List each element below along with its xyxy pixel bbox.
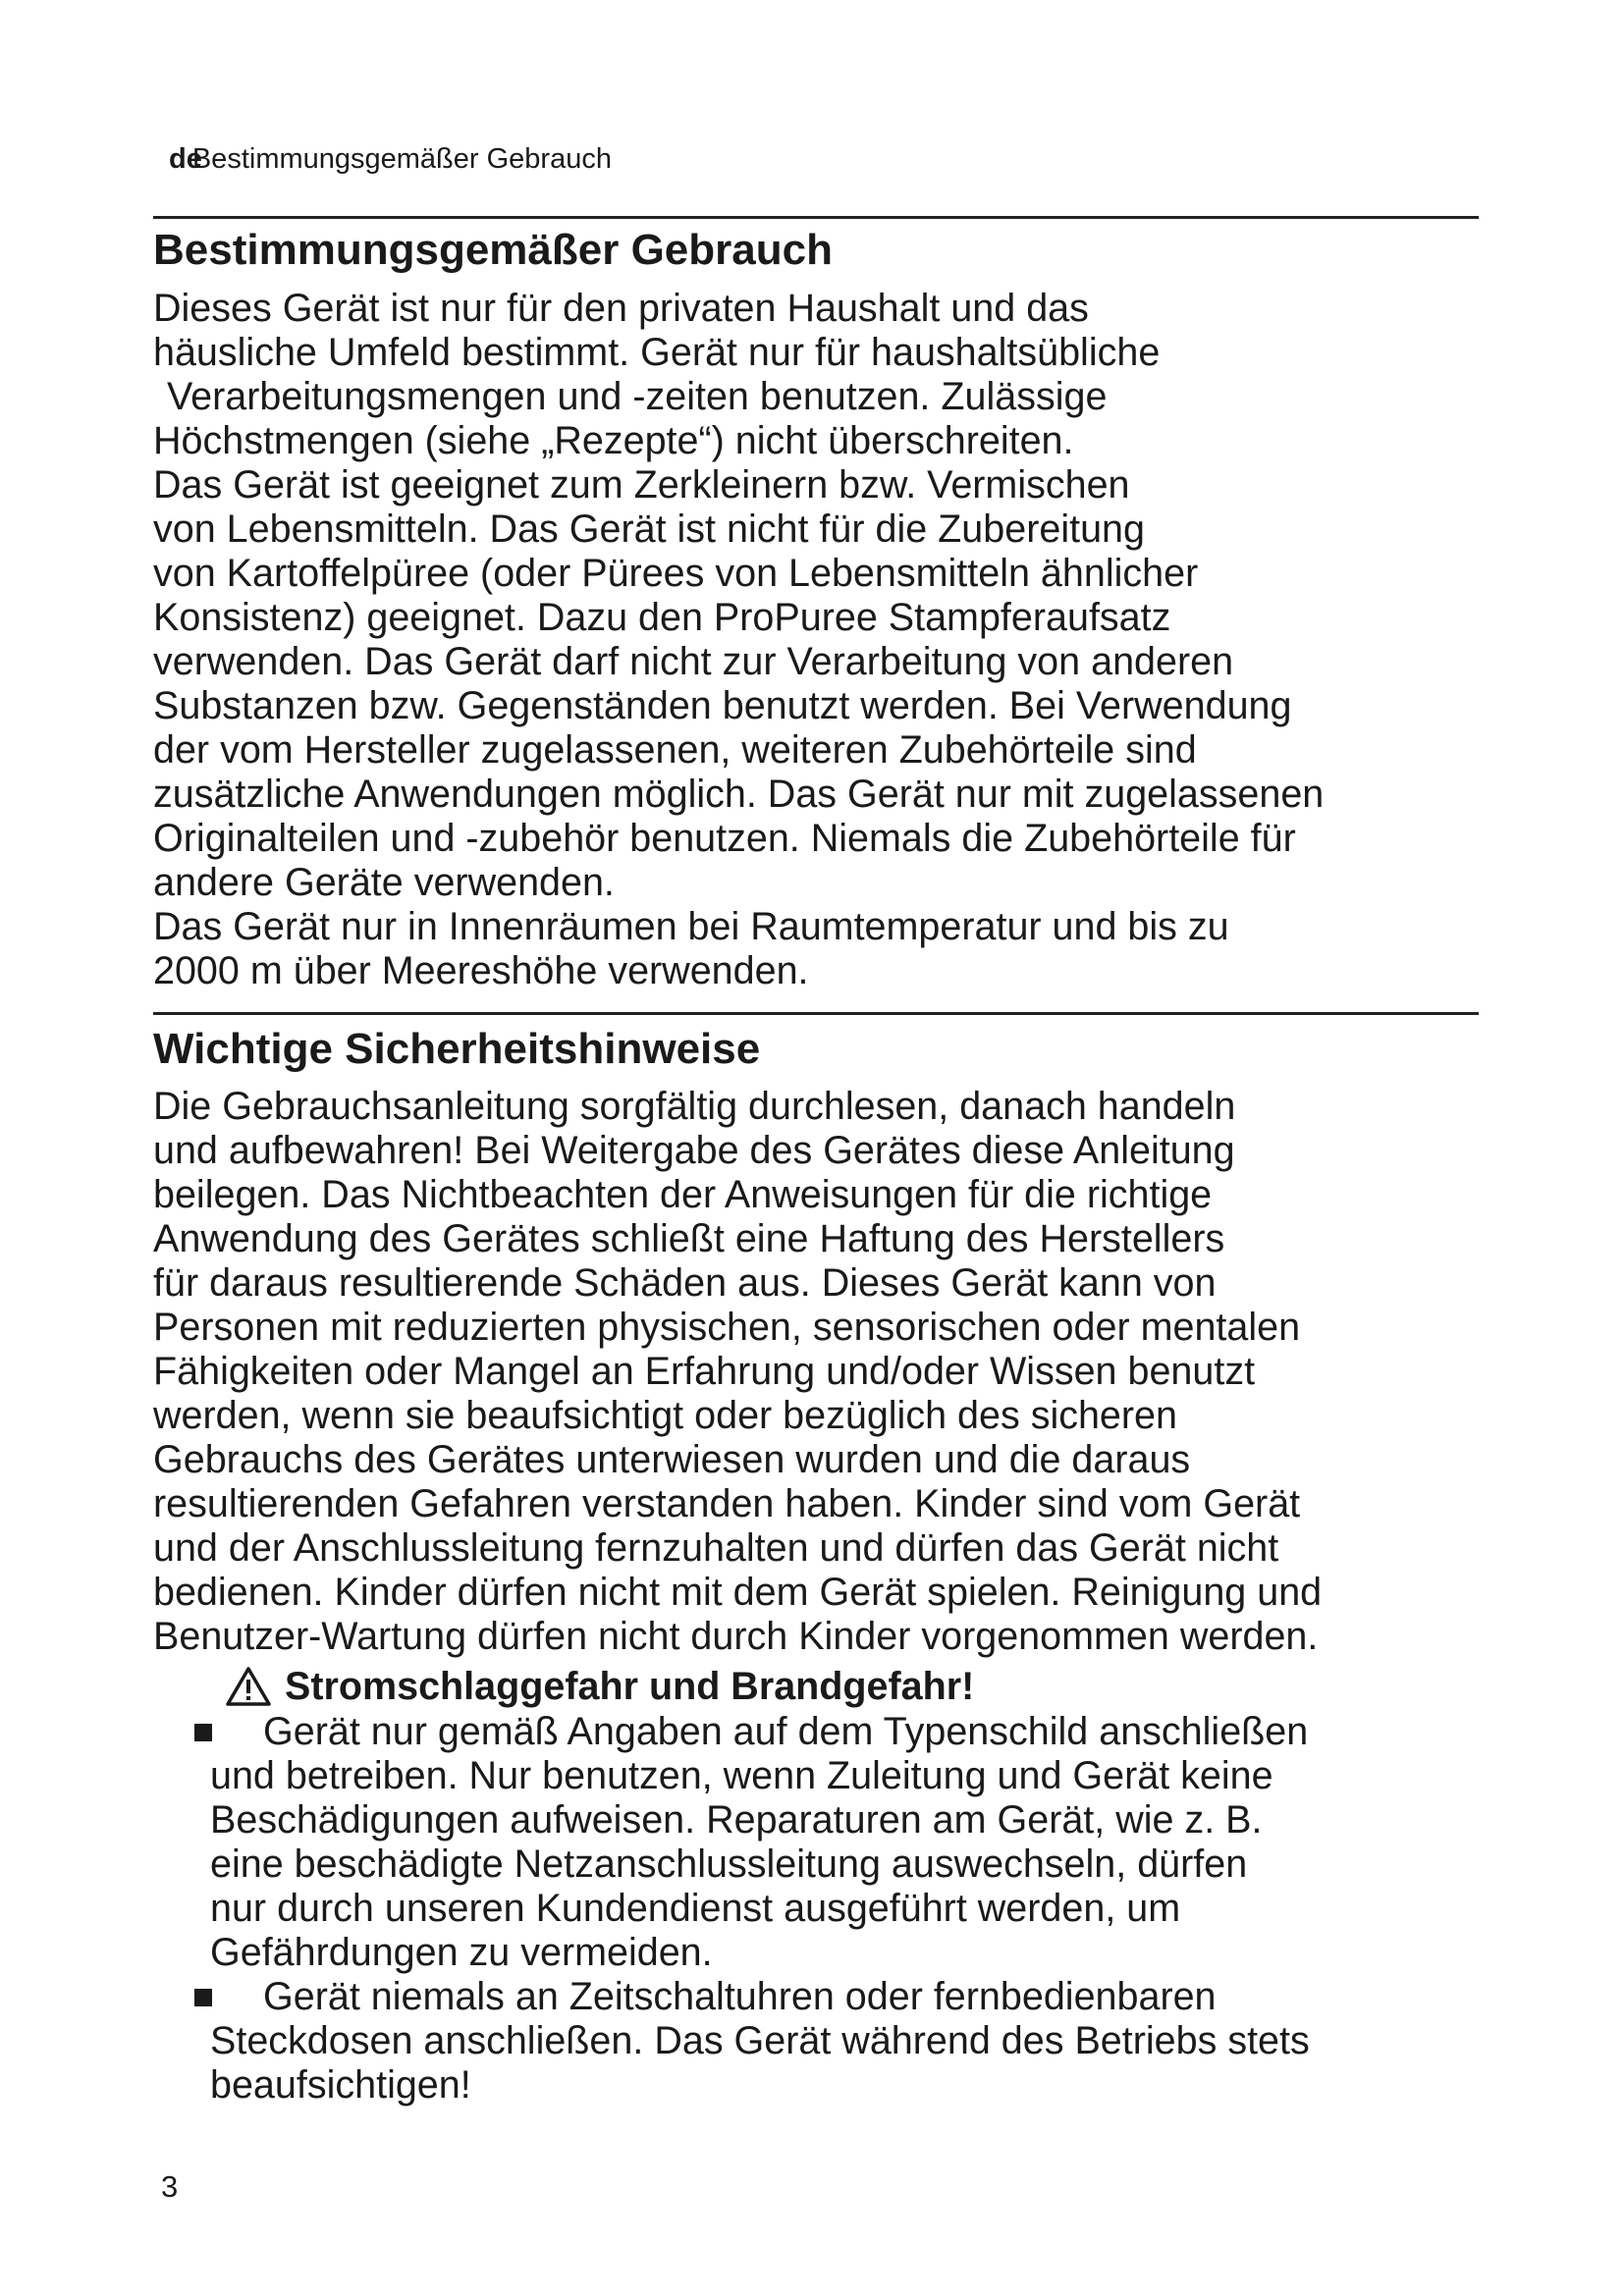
paragraph-line: werden, wenn sie beaufsichtigt oder bezüglich des sicheren	[153, 1394, 1177, 1437]
section-divider	[153, 216, 1479, 219]
paragraph-line: bedienen. Kinder dürfen nicht mit dem Gerät spielen. Reinigung und	[153, 1571, 1323, 1614]
language-code: de	[169, 143, 202, 175]
paragraph-line: zusätzliche Anwendungen möglich. Das Gerät nur mit zugelassenen	[153, 773, 1325, 816]
paragraph-line: häusliche Umfeld bestimmt. Gerät nur für haushaltsübliche	[153, 331, 1161, 374]
bullet-line: Beschädigungen aufweisen. Reparaturen am Gerät, wie z. B.	[210, 1798, 1263, 1842]
safety-paragraph	[153, 1085, 1322, 1659]
warning-triangle-icon	[226, 1666, 271, 1707]
paragraph-line: Das Gerät ist geeignet zum Zerkleinern bzw. Vermischen	[153, 463, 1130, 507]
paragraph-line: Originalteilen und -zubehör benutzen. Niemals die Zubehörteile für	[153, 817, 1296, 860]
paragraph-line: Substanzen bzw. Gegenständen benutzt werden. Bei Verwendung	[153, 684, 1292, 727]
paragraph-line: und aufbewahren! Bei Weitergabe des Gerätes diese Anleitung	[153, 1129, 1235, 1172]
paragraph-line: 2000 m über Meereshöhe verwenden.	[153, 949, 809, 992]
bullet-line: Steckdosen anschließen. Das Gerät während des Betriebs stets	[210, 2019, 1310, 2062]
paragraph-line: und der Anschlussleitung fernzuhalten und dürfen das Gerät nicht	[153, 1526, 1279, 1570]
running-header	[169, 143, 612, 175]
bullet-line: Gerät niemals an Zeitschaltuhren oder fernbedienbaren	[263, 1975, 1217, 2018]
warning-title: Stromschlaggefahr und Brandgefahr!	[285, 1665, 975, 1708]
paragraph-line: von Lebensmitteln. Das Gerät ist nicht für die Zubereitung	[153, 507, 1145, 551]
section-divider	[153, 1012, 1479, 1015]
warning-heading	[226, 1663, 974, 1710]
paragraph-line: Personen mit reduzierten physischen, sensorischen oder mentalen	[153, 1306, 1301, 1349]
bullet-line: und betreiben. Nur benutzen, wenn Zuleitung und Gerät keine	[210, 1754, 1273, 1797]
paragraph-line: Anwendung des Gerätes schließt eine Haftung des Herstellers	[153, 1217, 1225, 1260]
paragraph-line: Benutzer-Wartung dürfen nicht durch Kinder vorgenommen werden.	[153, 1615, 1319, 1658]
bullet-line: nur durch unseren Kundendienst ausgeführt werden, um	[210, 1887, 1181, 1930]
paragraph-line: Die Gebrauchsanleitung sorgfältig durchlesen, danach handeln	[153, 1085, 1236, 1128]
bullet-square-icon	[194, 1724, 212, 1741]
running-header-title: Bestimmungsgemäßer Gebrauch	[191, 143, 612, 175]
section-heading-intended-use: Bestimmungsgemäßer Gebrauch	[153, 226, 833, 274]
paragraph-line: für daraus resultierende Schäden aus. Dieses Gerät kann von	[153, 1261, 1217, 1305]
paragraph-line: von Kartoffelpüree (oder Pürees von Lebensmitteln ähnlicher	[153, 552, 1199, 595]
bullet-line: eine beschädigte Netzanschlussleitung auswechseln, dürfen	[210, 1842, 1248, 1886]
bullet-line: Gerät nur gemäß Angaben auf dem Typenschild anschließen	[263, 1710, 1309, 1753]
paragraph-line: Fähigkeiten oder Mangel an Erfahrung und/oder Wissen benutzt	[153, 1350, 1256, 1393]
bullet-item	[194, 1710, 1308, 1975]
paragraph-line: der vom Hersteller zugelassenen, weiteren Zubehörteile sind	[153, 728, 1197, 772]
paragraph-line: Gebrauchs des Gerätes unterwiesen wurden und die daraus	[153, 1438, 1191, 1481]
paragraph-line: resultierenden Gefahren verstanden haben. Kinder sind vom Gerät	[153, 1482, 1301, 1525]
paragraph-line: Das Gerät nur in Innenräumen bei Raumtemperatur und bis zu	[153, 905, 1229, 948]
bullet-square-icon	[194, 1989, 212, 2006]
intended-use-paragraph	[153, 287, 1324, 993]
bullet-item	[194, 1975, 1310, 2108]
paragraph-line: verwenden. Das Gerät darf nicht zur Verarbeitung von anderen	[153, 640, 1234, 683]
paragraph-line: beilegen. Das Nichtbeachten der Anweisungen für die richtige	[153, 1173, 1213, 1216]
paragraph-line: Konsistenz) geeignet. Dazu den ProPuree Stampferaufsatz	[153, 596, 1171, 639]
section-heading-safety: Wichtige Sicherheitshinweise	[153, 1025, 761, 1073]
paragraph-line: Höchstmengen (siehe „Rezepte“) nicht überschreiten.	[153, 419, 1074, 462]
paragraph-line: Dieses Gerät ist nur für den privaten Haushalt und das	[153, 287, 1089, 330]
paragraph-line: andere Geräte verwenden.	[153, 861, 615, 904]
page-number: 3	[161, 2169, 179, 2204]
paragraph-line: Verarbeitungsmengen und -zeiten benutzen. Zulässige	[167, 375, 1108, 418]
bullet-line: beaufsichtigen!	[210, 2063, 471, 2107]
bullet-line: Gefährdungen zu vermeiden.	[210, 1931, 713, 1974]
